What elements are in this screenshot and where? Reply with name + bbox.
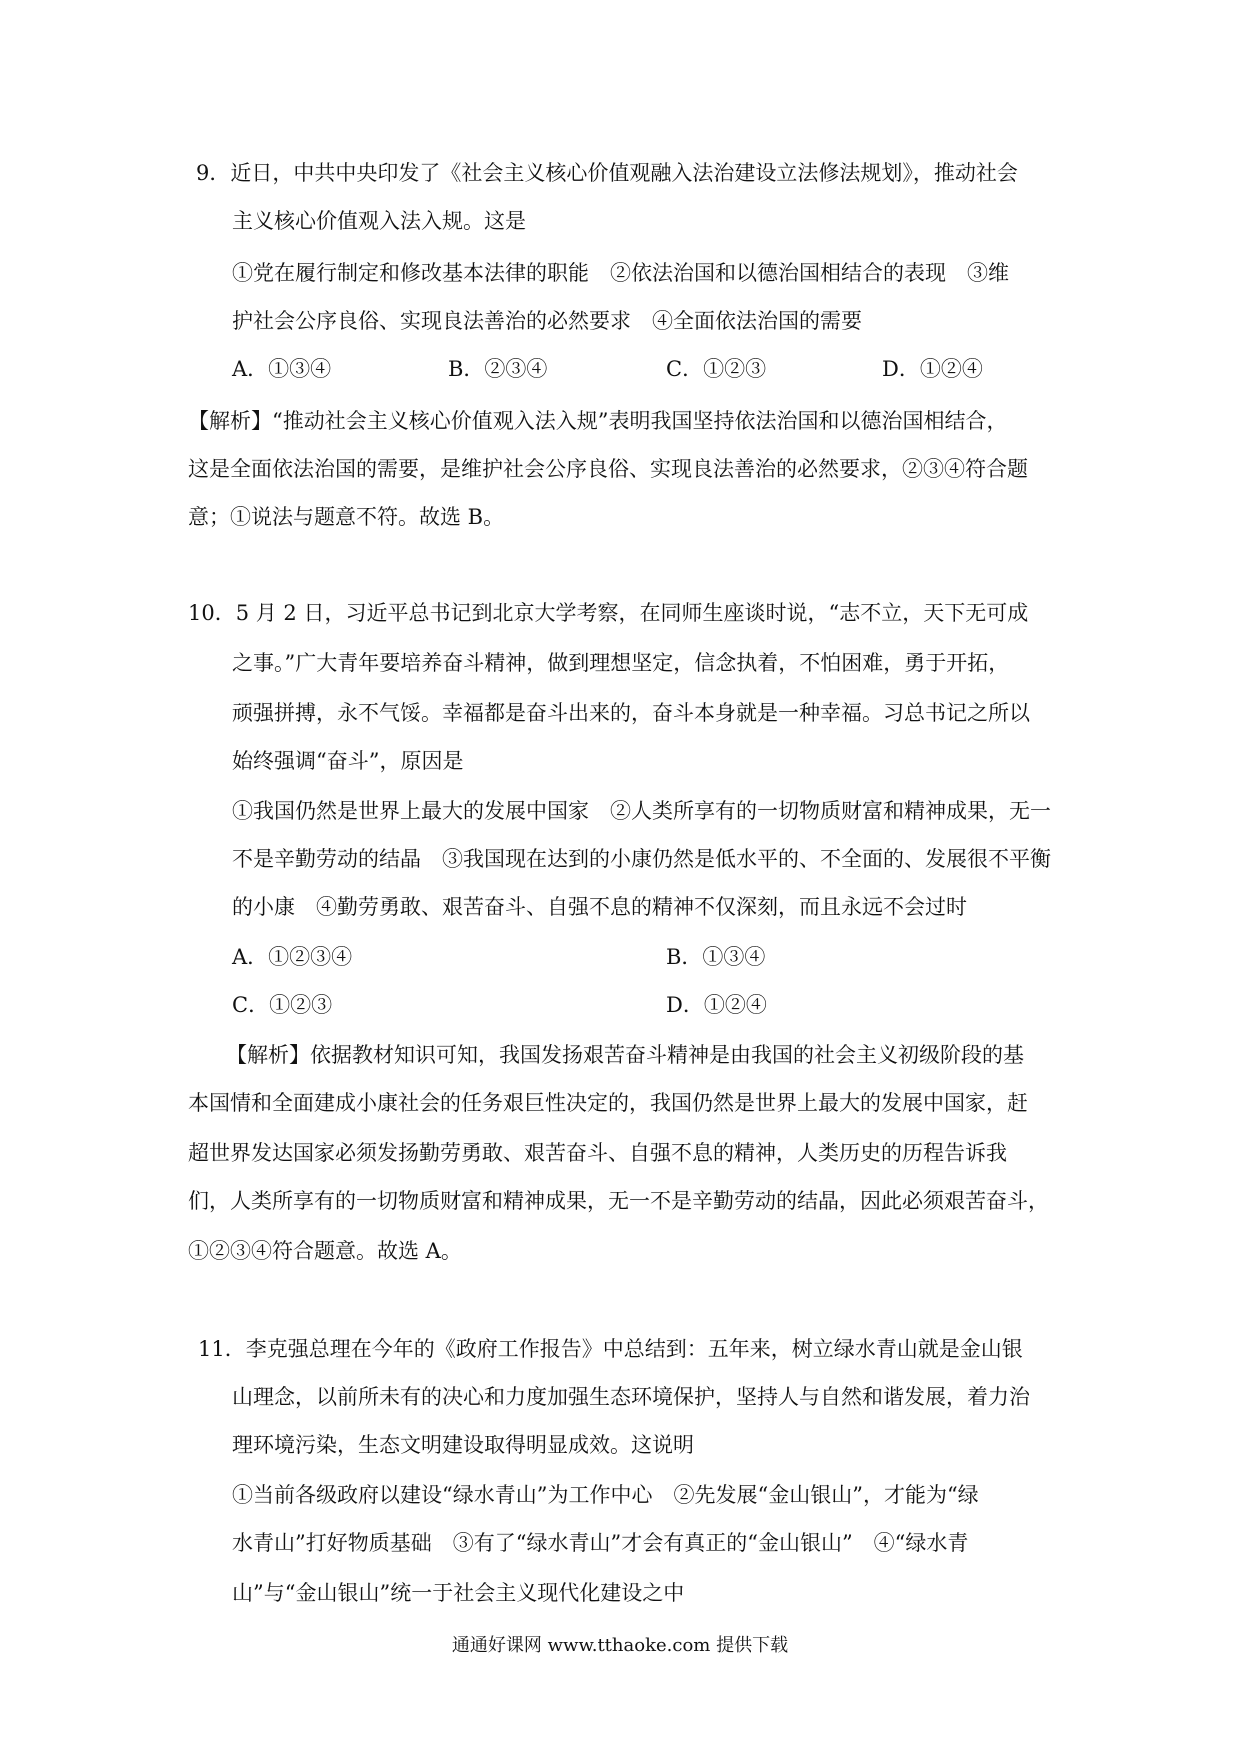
q10-items-line-2: 不是辛勤劳动的结晶 ③我国现在达到的小康仍然是低水平的、不全面的、发展很不平衡 (232, 847, 1051, 871)
q10-option-a: A．①②③④ (232, 945, 353, 969)
q10-analysis-line-1: 【解析】依据教材知识可知，我国发扬艰苦奋斗精神是由我国的社会主义初级阶段的基 (226, 1043, 1024, 1067)
page-footer: 通通好课网 www.tthaoke.com 提供下载 (451, 1635, 789, 1656)
q10-stem-line-3: 顽强拼搏，永不气馁。幸福都是奋斗出来的，奋斗本身就是一种幸福。习总书记之所以 (232, 701, 1030, 725)
q10-option-c: C．①②③ (232, 993, 333, 1017)
q9-items-line-2: 护社会公序良俗、实现良法善治的必然要求 ④全面依法治国的需要 (232, 309, 862, 333)
q10-option-b: B．①③④ (666, 945, 766, 969)
q11-items-line-2: 水青山”打好物质基础 ③有了“绿水青山”才会有真正的“金山银山” ④“绿水青 (232, 1531, 969, 1555)
q9-items-line-1: ①党在履行制定和修改基本法律的职能 ②依法治国和以德治国相结合的表现 ③维 (232, 261, 1009, 285)
q10-stem-line-4: 始终强调“奋斗”，原因是 (232, 749, 464, 773)
q11-items-line-3: 山”与“金山银山”统一于社会主义现代化建设之中 (232, 1581, 685, 1605)
q9-analysis-line-2: 这是全面依法治国的需要，是维护社会公序良俗、实现良法善治的必然要求，②③④符合题 (188, 457, 1028, 481)
q10-stem-line-1: 10．5 月 2 日，习近平总书记到北京大学考察，在同师生座谈时说，“志不立，天下无可成 (188, 601, 1029, 625)
q9-stem-line-1: 9．近日，中共中央印发了《社会主义核心价值观融入法治建设立法修法规划》，推动社会 (196, 161, 1018, 185)
q10-option-d: D．①②④ (666, 993, 767, 1017)
q10-analysis-line-5: ①②③④符合题意。故选 A。 (188, 1239, 462, 1263)
q10-items-line-3: 的小康 ④勤劳勇敢、艰苦奋斗、自强不息的精神不仅深刻，而且永远不会过时 (232, 895, 967, 919)
q11-stem-line-1: 11．李克强总理在今年的《政府工作报告》中总结到：五年来，树立绿水青山就是金山银 (198, 1337, 1023, 1361)
q10-items-line-1: ①我国仍然是世界上最大的发展中国家 ②人类所享有的一切物质财富和精神成果，无一 (232, 799, 1051, 823)
q11-items-line-1: ①当前各级政府以建设“绿水青山”为工作中心 ②先发展“金山银山”，才能为“绿 (232, 1483, 979, 1507)
q9-option-c: C．①②③ (666, 357, 767, 381)
q9-option-a: A．①③④ (232, 357, 332, 381)
q9-analysis-line-1: 【解析】“推动社会主义核心价值观入法入规”表明我国坚持依法治国和以德治国相结合， (188, 409, 1008, 433)
q10-stem-line-2: 之事。”广大青年要培养奋斗精神，做到理想坚定，信念执着，不怕困难，勇于开拓， (232, 651, 1010, 675)
q9-stem-line-2: 主义核心价值观入法入规。这是 (232, 209, 526, 233)
q9-option-d: D．①②④ (882, 357, 983, 381)
q10-analysis-line-2: 本国情和全面建成小康社会的任务艰巨性决定的，我国仍然是世界上最大的发展中国家，赶 (188, 1091, 1028, 1115)
q11-stem-line-2: 山理念，以前所未有的决心和力度加强生态环境保护，坚持人与自然和谐发展，着力治 (232, 1385, 1030, 1409)
q10-analysis-line-3: 超世界发达国家必须发扬勤劳勇敢、艰苦奋斗、自强不息的精神，人类历史的历程告诉我 (188, 1141, 1007, 1165)
q9-option-b: B．②③④ (448, 357, 548, 381)
q10-analysis-line-4: 们，人类所享有的一切物质财富和精神成果，无一不是辛勤劳动的结晶，因此必须艰苦奋斗， (188, 1189, 1049, 1213)
q9-analysis-line-3: 意；①说法与题意不符。故选 B。 (188, 505, 505, 529)
q11-stem-line-3: 理环境污染，生态文明建设取得明显成效。这说明 (232, 1433, 694, 1457)
